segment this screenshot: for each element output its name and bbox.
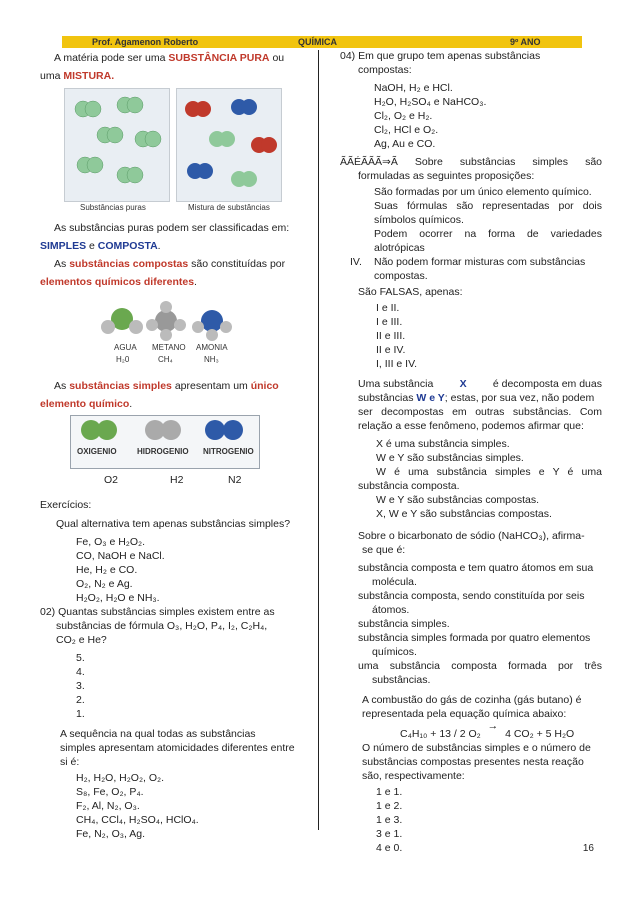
q5-prop-iv-cont: compostas. (374, 270, 428, 282)
q8-line-5: são, respectivamente: (362, 770, 465, 782)
q8-line-3: O número de substâncias simples e o número de (362, 742, 591, 754)
q3-line-1: A sequência na qual todas as substâncias (60, 728, 256, 740)
elem-name-nitrogenio: NITROGENIO (203, 447, 254, 456)
pure-molecules-illustration (65, 89, 169, 201)
q5-falsas: São FALSAS, apenas: (358, 286, 463, 298)
mixture-molecules-illustration (177, 89, 281, 201)
q3-option-c: F₂, Al, N₂, O₃. (76, 800, 140, 812)
elem-name-hidrogenio: HIDROGENIO (137, 447, 189, 456)
q3-option-d: CH₄, CCl₄, H₂SO₄, HClO₄. (76, 814, 199, 826)
mol-formula-amonia: NH₃ (204, 355, 219, 364)
q2-option-d: 2. (76, 694, 85, 706)
q5-option-a: I e II. (376, 302, 400, 314)
q5-option-e: I, III e IV. (376, 358, 418, 370)
q5-line-2: formuladas as seguintes proposições: (358, 170, 535, 182)
substances-figure (64, 88, 284, 214)
q8-line-4: substâncias compostas presentes nesta reação (362, 756, 584, 768)
q6-option-b: W e Y são substâncias simples. (376, 452, 524, 464)
q4-option-c: Cl₂, O₂ e H₂. (374, 110, 433, 122)
caption-pure: Substâncias puras (80, 203, 146, 212)
q3-line-3: si é: (60, 756, 80, 768)
molecules-illustration (88, 301, 242, 341)
q6-option-c-cont: substância composta. (358, 480, 460, 492)
column-divider (318, 50, 319, 830)
q1-option-a: Fe, O₃ e H₂O₂. (76, 536, 146, 548)
q3-line-2: simples apresentam atomicidades diferentes entre (60, 742, 295, 754)
q7-line-1: Sobre o bicarbonato de sódio (NaHCO₃), afirma- (358, 530, 585, 542)
q1-option-b: CO, NaOH e NaCl. (76, 550, 165, 562)
compostas-line-2: elementos químicos diferentes. (40, 276, 197, 288)
q4-option-d: Cl₂, HCl e O₂. (374, 124, 439, 136)
exercicios-heading: Exercícios: (40, 499, 92, 511)
q6-line-3: ser decompostas em outras substâncias. Com (358, 406, 602, 418)
mol-formula-agua: H₂0 (116, 355, 130, 364)
intro-line-1: A matéria pode ser uma SUBSTÂNCIA PURA ou (54, 52, 285, 64)
q2-line-1: 02) Quantas substâncias simples existem entre as (40, 606, 275, 618)
header-grade: 9º ANO (510, 37, 541, 47)
q1-option-d: O₂, N₂ e Ag. (76, 578, 133, 590)
q8-option-d: 3 e 1. (376, 828, 403, 840)
q7-option-c: substância simples. (358, 618, 450, 630)
compostas-line-1: As substâncias compostas são constituídas por (54, 258, 286, 270)
q8-line-1: A combustão do gás de cozinha (gás butano) é (362, 694, 582, 706)
q6-option-a: X é uma substância simples. (376, 438, 510, 450)
q8-option-e: 4 e 0. (376, 842, 403, 854)
elements-figure (70, 415, 260, 469)
q5-option-b: I e III. (376, 316, 403, 328)
q7-option-d-cont: químicos. (372, 646, 417, 658)
q5-prop-3: Podem ocorrer na forma de variedades (374, 228, 602, 240)
pure-substances-panel (64, 88, 170, 202)
q4-line-2: compostas: (358, 64, 412, 76)
q5-option-d: II e IV. (376, 344, 406, 356)
elem-name-oxigenio: OXIGENIO (77, 447, 117, 456)
q7-option-e-cont: substâncias. (372, 674, 431, 686)
elem-formula-n2: N2 (228, 474, 242, 486)
q2-line-3: CO₂ e He? (56, 634, 107, 646)
q7-option-e: uma substância composta formada por três (358, 660, 602, 672)
q8-equation: C₄H₁₀ + 13 / 2 O₂ → 4 CO₂ + 5 H₂O (400, 720, 575, 740)
q5-prop-iv: Não podem formar misturas com substâncias (374, 256, 586, 268)
q8-line-2: representada pela equação química abaixo: (362, 708, 567, 720)
header-subject: QUÍMICA (298, 37, 337, 47)
q4-line-1: 04) Em que grupo tem apenas substâncias (340, 50, 541, 62)
q2-option-c: 3. (76, 680, 85, 692)
mol-formula-metano: CH₄ (158, 355, 173, 364)
page-number: 16 (582, 843, 594, 854)
q4-option-e: Ag, Au e CO. (374, 138, 436, 150)
intro-line-2: uma MISTURA. (40, 70, 115, 82)
q7-option-a: substância composta e tem quatro átomos em sua (358, 562, 594, 574)
q6-line-4: relação a esse fenômeno, podemos afirmar que: (358, 420, 584, 432)
simples-line-2: elemento químico. (40, 398, 133, 410)
header-author: Prof. Agamenon Roberto (92, 37, 199, 47)
q4-option-b: H₂O, H₂SO₄ e NaHCO₃. (374, 96, 487, 108)
q6-option-d: W e Y são substâncias compostas. (376, 494, 540, 506)
elem-formula-o2: O2 (104, 474, 119, 486)
q7-option-a-cont: molécula. (372, 576, 417, 588)
reaction-arrow-icon: → (487, 720, 499, 732)
page-header (62, 36, 582, 48)
simples-composta-line: SIMPLES e COMPOSTA. (40, 240, 161, 252)
q7-option-d: substância simples formada por quatro elementos (358, 632, 591, 644)
q5-prop-2-cont: símbolos químicos. (374, 214, 464, 226)
q5-prop-1: São formadas por um único elemento químico. (374, 186, 592, 198)
q6-line-1: Uma substância X é decomposta em duas (358, 378, 602, 390)
q2-option-e: 1. (76, 708, 85, 720)
q2-option-b: 4. (76, 666, 85, 678)
q5-prop-2: Suas fórmulas são representadas por dois (374, 200, 602, 212)
q3-option-b: S₈, Fe, O₂, P₄. (76, 786, 144, 798)
q2-option-a: 5. (76, 652, 85, 664)
mol-name-agua: AGUA (114, 343, 137, 352)
molecules-figure (88, 301, 242, 363)
q6-line-2: substâncias W e Y; estas, por sua vez, não podem (358, 392, 595, 404)
q8-option-b: 1 e 2. (376, 800, 403, 812)
q1-option-c: He, H₂ e CO. (76, 564, 138, 576)
q3-option-e: Fe, N₂, O₃, Ag. (76, 828, 146, 840)
mol-name-amonia: AMONIA (196, 343, 228, 352)
q5-prop-iv-num: IV. (350, 256, 362, 268)
q4-option-a: NaOH, H₂ e HCl. (374, 82, 453, 94)
q2-line-2: substâncias de fórmula O₃, H₂O, P₄, I₂, C₂H₄, (56, 620, 268, 632)
q7-option-b: substância composta, sendo constituída por seis (358, 590, 585, 602)
q7-line-2: se que é: (362, 544, 406, 556)
elem-formula-h2: H2 (170, 474, 184, 486)
q7-option-b-cont: átomos. (372, 604, 410, 616)
simples-line-1: As substâncias simples apresentam um único (54, 380, 279, 392)
q1-option-e: H₂O₂, H₂O e NH₃. (76, 592, 160, 604)
classify-line: As substâncias puras podem ser classificadas em: (54, 222, 290, 234)
caption-mixture: Mistura de substâncias (188, 203, 270, 212)
q5-line-1: ÃÃÉÃÃÃ⇒Ã Sobre substâncias simples são (340, 156, 602, 168)
q8-option-c: 1 e 3. (376, 814, 403, 826)
q5-option-c: II e III. (376, 330, 406, 342)
q6-option-e: X, W e Y são substâncias compostas. (376, 508, 552, 520)
q1-text: Qual alternativa tem apenas substâncias simples? (56, 518, 291, 530)
q6-option-c: W é uma substância simples e Y é uma (376, 466, 602, 478)
mol-name-metano: METANO (152, 343, 186, 352)
q5-prop-3-cont: alotrópicas (374, 242, 425, 254)
elements-illustration (71, 416, 259, 444)
mixture-panel (176, 88, 282, 202)
q8-option-a: 1 e 1. (376, 786, 403, 798)
q3-option-a: H₂, H₂O, H₂O₂, O₂. (76, 772, 165, 784)
